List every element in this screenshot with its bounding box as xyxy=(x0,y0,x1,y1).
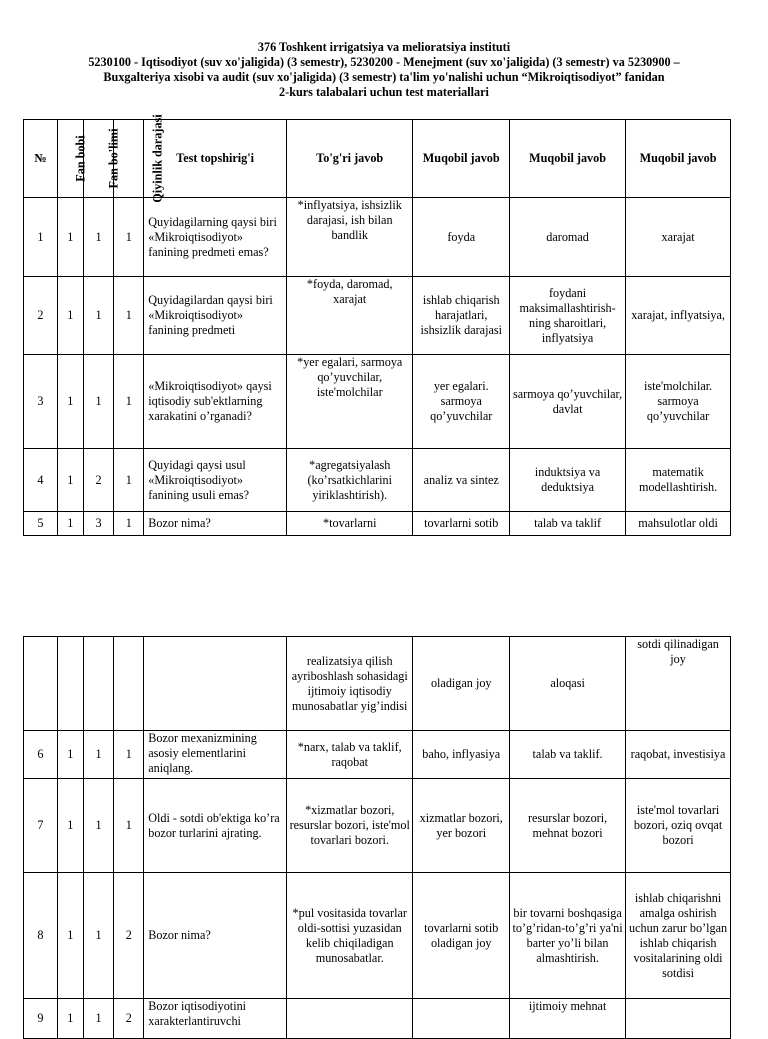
row-correct-answer: *tovarlarni xyxy=(287,512,413,536)
row-alt-answer-1: foyda xyxy=(413,198,510,277)
row-alt-answer-3: mahsulotlar oldi xyxy=(626,512,731,536)
row-task: Bozor mexanizmining asosiy elementlarini aniqlang. xyxy=(144,731,287,779)
table-row xyxy=(24,999,731,1039)
row-number xyxy=(24,637,58,731)
row-correct-answer xyxy=(287,999,413,1039)
row-alt-answer-2: ijtimoiy mehnat xyxy=(510,999,626,1039)
row-alt-answer-1: ishlab chiqarish harajatlari, ishsizlik darajasi xyxy=(413,277,510,355)
table-row xyxy=(24,277,731,355)
row-correct-answer: *agregatsiyalash (ko’rsatkichlarini yiriklashtirish). xyxy=(287,449,413,512)
row-number: 9 xyxy=(24,999,58,1039)
row-task: Quyidagi qaysi usul «Mikroiqtisodiyot» fanining usuli emas? xyxy=(144,449,287,512)
row-alt-answer-3: matematik modellashtirish. xyxy=(626,449,731,512)
row-alt-answer-2: talab va taklif. xyxy=(510,731,626,779)
row-difficulty: 1 xyxy=(114,198,144,277)
row-bolim: 1 xyxy=(83,779,114,873)
row-bolim: 1 xyxy=(83,198,114,277)
row-number: 6 xyxy=(24,731,58,779)
row-alt-answer-2: resurslar bozori, mehnat bozori xyxy=(510,779,626,873)
table-row xyxy=(24,512,731,536)
row-alt-answer-3: raqobat, investisiya xyxy=(626,731,731,779)
row-difficulty xyxy=(114,637,144,731)
row-number: 5 xyxy=(24,512,58,536)
title-line-2: 5230100 - Iqtisodiyot (suv xo'jaligida) (3 semestr), 5230200 - Menejment (suv xo'jaligida) (3 semestr) va 5230900 – xyxy=(88,55,680,69)
row-task: Quyidagilardan qaysi biri «Mikroiqtisodiyot» fanining predmeti xyxy=(144,277,287,355)
row-bolim: 1 xyxy=(83,999,114,1039)
row-task xyxy=(144,637,287,731)
row-alt-answer-1: tovarlarni sotib oladigan joy xyxy=(413,873,510,999)
row-correct-answer: *pul vositasida tovarlar oldi-sottisi yuzasidan kelib chiqiladigan munosabatlar. xyxy=(287,873,413,999)
table-row xyxy=(24,731,731,779)
row-alt-answer-1: analiz va sintez xyxy=(413,449,510,512)
table-row xyxy=(24,873,731,999)
row-bolim: 1 xyxy=(83,277,114,355)
row-bob: 1 xyxy=(57,512,83,536)
row-alt-answer-3: sotdi qilinadigan joy xyxy=(626,637,731,731)
col-alt2-header: Muqobil javob xyxy=(510,120,626,198)
row-task: Bozor iqtisodiyotini xarakterlantiruvchi xyxy=(144,999,287,1039)
row-number: 3 xyxy=(24,355,58,449)
row-difficulty: 1 xyxy=(114,779,144,873)
row-correct-answer: *yer egalari, sarmoya qo’yuvchilar, iste'molchilar xyxy=(287,355,413,449)
row-bolim: 1 xyxy=(83,355,114,449)
row-task: «Mikroiqtisodiyot» qaysi iqtisodiy sub'ektlarning xarakatini o’rganadi? xyxy=(144,355,287,449)
table-header-row xyxy=(24,120,731,198)
row-number: 8 xyxy=(24,873,58,999)
table-row-continued xyxy=(24,637,731,731)
row-difficulty: 1 xyxy=(114,355,144,449)
row-alt-answer-2: daromad xyxy=(510,198,626,277)
row-alt-answer-2: foydani maksimallashtirish-ning sharoitlari, inflyatsiya xyxy=(510,277,626,355)
row-alt-answer-3 xyxy=(626,999,731,1039)
title-line-1: 376 Toshkent irrigatsiya va melioratsiya instituti xyxy=(257,40,511,54)
row-task: Quyidagilarning qaysi biri «Mikroiqtisodiyot» fanining predmeti emas? xyxy=(144,198,287,277)
row-bob: 1 xyxy=(57,999,83,1039)
row-bolim xyxy=(83,637,114,731)
row-alt-answer-3: iste'mol tovarlari bozori, oziq ovqat bozori xyxy=(626,779,731,873)
row-alt-answer-2: sarmoya qo’yuvchilar, davlat xyxy=(510,355,626,449)
row-bolim: 1 xyxy=(83,731,114,779)
row-alt-answer-1: baho, inflyasiya xyxy=(413,731,510,779)
row-number: 1 xyxy=(24,198,58,277)
row-bob: 1 xyxy=(57,779,83,873)
row-difficulty: 2 xyxy=(114,999,144,1039)
row-alt-answer-3: xarajat xyxy=(626,198,731,277)
row-bob: 1 xyxy=(57,198,83,277)
row-correct-answer: *narx, talab va taklif, raqobat xyxy=(287,731,413,779)
row-bob: 1 xyxy=(57,731,83,779)
col-correct-header: To'g'ri javob xyxy=(287,120,413,198)
col-task-header: Test topshirig'i xyxy=(144,120,287,198)
col-alt1-header: Muqobil javob xyxy=(413,120,510,198)
col-bolim-header: Fan bo'limi xyxy=(83,120,114,198)
row-alt-answer-2: bir tovarni boshqasiga to’g’ridan-to’g’ri ya'ni barter yo’li bilan almashtirish. xyxy=(510,873,626,999)
col-number-header: № xyxy=(24,120,58,198)
title-line-4: 2-kurs talabalari uchun test materiallari xyxy=(279,85,489,99)
table-row xyxy=(24,779,731,873)
document-title xyxy=(0,40,768,100)
row-alt-answer-1: tovarlarni sotib xyxy=(413,512,510,536)
row-correct-answer: *foyda, daromad, xarajat xyxy=(287,277,413,355)
row-alt-answer-3: ishlab chiqarishni amalga oshirish uchun zarur bo’lgan ishlab chiqarish vositalarining oldi sotdisi xyxy=(626,873,731,999)
row-correct-answer: *xizmatlar bozori, resurslar bozori, iste'mol tovarlari bozori. xyxy=(287,779,413,873)
col-difficulty-header: Qiyinlik darajasi xyxy=(114,120,144,198)
col-alt3-header: Muqobil javob xyxy=(626,120,731,198)
row-bolim: 3 xyxy=(83,512,114,536)
row-alt-answer-2: aloqasi xyxy=(510,637,626,731)
row-difficulty: 2 xyxy=(114,873,144,999)
row-difficulty: 1 xyxy=(114,277,144,355)
row-task: Oldi - sotdi ob'ektiga ko’ra bozor turlarini ajrating. xyxy=(144,779,287,873)
table-row xyxy=(24,449,731,512)
row-bolim: 2 xyxy=(83,449,114,512)
row-difficulty: 1 xyxy=(114,731,144,779)
row-bob: 1 xyxy=(57,873,83,999)
row-alt-answer-3: iste'molchilar. sarmoya qo’yuvchilar xyxy=(626,355,731,449)
row-alt-answer-3: xarajat, inflyatsiya, xyxy=(626,277,731,355)
row-difficulty: 1 xyxy=(114,449,144,512)
row-alt-answer-1: xizmatlar bozori, yer bozori xyxy=(413,779,510,873)
row-number: 4 xyxy=(24,449,58,512)
row-task: Bozor nima? xyxy=(144,873,287,999)
row-correct-answer: *inflyatsiya, ishsizlik darajasi, ish bilan bandlik xyxy=(287,198,413,277)
row-alt-answer-2: induktsiya va deduktsiya xyxy=(510,449,626,512)
table-row xyxy=(24,198,731,277)
row-alt-answer-1: yer egalari. sarmoya qo’yuvchilar xyxy=(413,355,510,449)
row-bob: 1 xyxy=(57,277,83,355)
row-correct-answer: realizatsiya qilish ayriboshlash sohasidagi ijtimoiy iqtisodiy munosabatlar yig’indisi xyxy=(287,637,413,731)
test-table-page-2 xyxy=(23,636,731,1039)
row-task: Bozor nima? xyxy=(144,512,287,536)
row-bolim: 1 xyxy=(83,873,114,999)
row-difficulty: 1 xyxy=(114,512,144,536)
title-line-3: Buxgalteriya xisobi va audit (suv xo'jaligida) (3 semestr) ta'lim yo'nalishi uchun “Mikroiqtisodiyot” fanidan xyxy=(103,70,665,84)
row-number: 2 xyxy=(24,277,58,355)
row-bob xyxy=(57,637,83,731)
row-alt-answer-2: talab va taklif xyxy=(510,512,626,536)
table-row xyxy=(24,355,731,449)
col-bob-header: Fan bobi xyxy=(57,120,83,198)
row-number: 7 xyxy=(24,779,58,873)
row-bob: 1 xyxy=(57,355,83,449)
row-alt-answer-1 xyxy=(413,999,510,1039)
test-table-page-1 xyxy=(23,114,731,536)
row-bob: 1 xyxy=(57,449,83,512)
row-alt-answer-1: oladigan joy xyxy=(413,637,510,731)
